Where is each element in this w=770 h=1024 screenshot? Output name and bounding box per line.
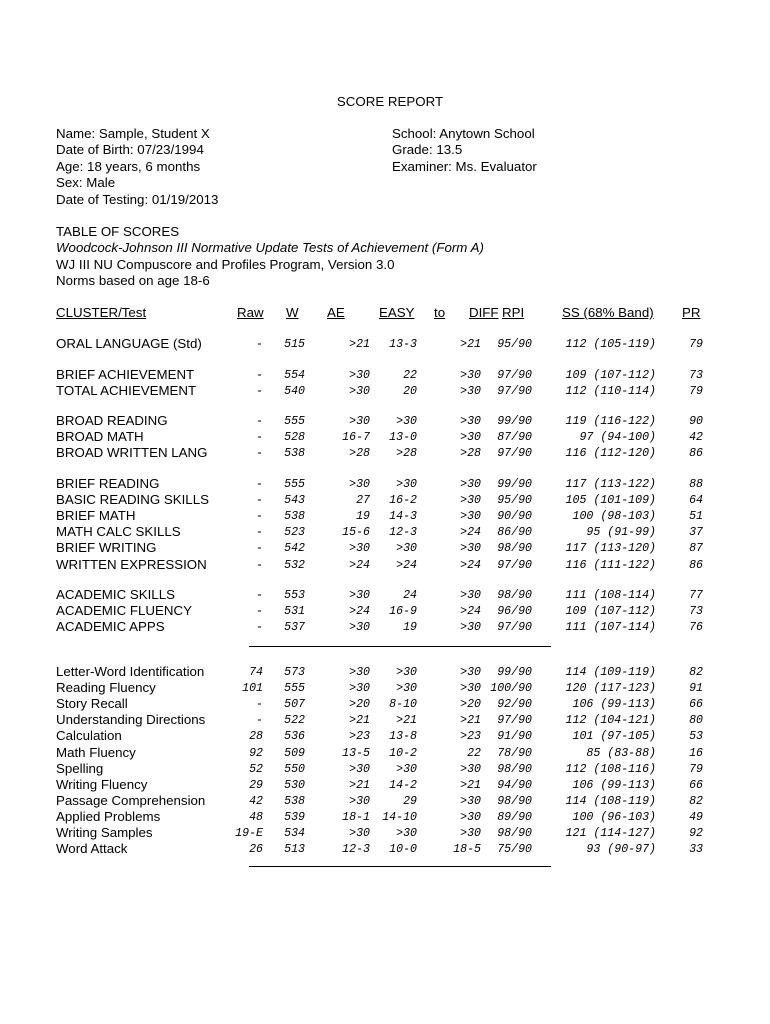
- header-ss: SS (68% Band): [562, 305, 654, 320]
- cell-w: 509: [284, 746, 305, 760]
- cell-ss: 105 (101-109): [565, 494, 656, 508]
- cell-diff: >30: [460, 542, 481, 556]
- cell-ae: >30: [349, 542, 370, 556]
- cell-w: 542: [284, 542, 305, 556]
- cell-easy: >30: [396, 666, 417, 679]
- header-rpi: RPI: [502, 305, 525, 320]
- row-label: Math Fluency: [56, 744, 136, 760]
- header-easy: EASY: [379, 305, 415, 320]
- cell-w: 539: [284, 810, 305, 824]
- section-divider: [249, 646, 551, 647]
- cell-rpi: 98/90: [497, 762, 532, 776]
- student-sex: Sex: Male: [56, 175, 116, 191]
- cell-pr: 82: [689, 666, 703, 679]
- cell-diff: >24: [460, 558, 481, 572]
- row-label: BASIC READING SKILLS: [56, 492, 209, 508]
- cell-diff: >30: [460, 621, 481, 635]
- cell-diff: >30: [460, 666, 481, 679]
- cell-w: 573: [284, 666, 305, 679]
- cell-w: 531: [284, 605, 305, 619]
- cell-easy: 14-2: [389, 778, 417, 792]
- program-name: WJ III NU Compuscore and Profiles Program, Version 3.0: [56, 256, 395, 272]
- cell-ss: 117 (113-122): [565, 478, 656, 491]
- row-label: BROAD READING: [56, 413, 168, 428]
- cell-w: 555: [284, 415, 305, 428]
- cell-ss: 112 (110-114): [565, 385, 656, 399]
- cell-ae: >23: [349, 730, 370, 744]
- cell-ae: >30: [349, 827, 370, 840]
- cell-pr: 86: [689, 447, 703, 461]
- student-dob: Date of Birth: 07/23/1994: [56, 142, 204, 158]
- cell-rpi: 97/90: [497, 447, 532, 461]
- cell-ss: 106 (99-113): [572, 698, 656, 712]
- cell-ss: 111 (107-114): [565, 621, 656, 635]
- cell-rpi: 97/90: [497, 369, 532, 382]
- cell-pr: 76: [689, 621, 703, 635]
- row-label: ORAL LANGUAGE (Std): [56, 336, 202, 351]
- table-heading: TABLE OF SCORES: [56, 224, 180, 239]
- cell-diff: >21: [460, 338, 481, 351]
- cell-ae: 19: [356, 510, 370, 524]
- cell-easy: 14-3: [389, 510, 417, 524]
- row-label: Reading Fluency: [56, 680, 156, 696]
- row-label: Calculation: [56, 728, 122, 744]
- cell-diff: >28: [460, 447, 481, 461]
- cell-raw: 48: [249, 810, 263, 824]
- student-age: Age: 18 years, 6 months: [56, 158, 201, 174]
- cell-diff: >30: [460, 494, 481, 508]
- cell-w: 538: [284, 510, 305, 524]
- cell-ss: 116 (111-122): [565, 558, 656, 572]
- cell-diff: >30: [460, 369, 481, 382]
- header-pr: PR: [682, 305, 701, 320]
- cell-raw: -: [256, 589, 263, 602]
- testing-date: Date of Testing: 01/19/2013: [56, 191, 219, 207]
- cell-easy: 10-0: [389, 843, 417, 857]
- cell-raw: 74: [249, 666, 263, 679]
- cell-rpi: 99/90: [497, 415, 532, 428]
- row-label: Spelling: [56, 760, 104, 776]
- row-label: MATH CALC SKILLS: [56, 524, 181, 540]
- cell-raw: -: [256, 714, 263, 728]
- report-title: SCORE REPORT: [336, 94, 444, 109]
- cell-rpi: 98/90: [497, 589, 532, 602]
- test-name: Woodcock-Johnson III Normative Update Tests of Achievement (Form A): [56, 240, 484, 256]
- cell-ss: 97 (94-100): [579, 431, 656, 445]
- table-info: [56, 224, 484, 290]
- row-label: BRIEF WRITING: [56, 540, 157, 556]
- cell-pr: 64: [689, 494, 703, 508]
- cell-pr: 80: [689, 714, 703, 728]
- cell-ae: >24: [349, 605, 370, 619]
- cell-ae: 16-7: [342, 431, 370, 445]
- cell-ss: 106 (99-113): [572, 778, 656, 792]
- cell-raw: -: [256, 385, 263, 399]
- norms-basis: Norms based on age 18-6: [56, 273, 210, 289]
- cell-w: 537: [284, 621, 305, 635]
- cell-easy: 8-10: [389, 698, 417, 712]
- cell-rpi: 99/90: [497, 666, 532, 679]
- cell-ae: >30: [349, 589, 370, 602]
- cell-ae: >21: [349, 714, 370, 728]
- cell-raw: 28: [249, 730, 263, 744]
- cell-ss: 100 (98-103): [572, 510, 656, 524]
- cell-ae: >21: [349, 778, 370, 792]
- cell-rpi: 96/90: [497, 605, 532, 619]
- cell-rpi: 97/90: [497, 385, 532, 399]
- row-label: Word Attack: [56, 841, 128, 857]
- cell-raw: -: [256, 338, 263, 351]
- cell-diff: >30: [460, 762, 481, 776]
- cell-raw: -: [256, 494, 263, 508]
- cell-pr: 77: [689, 589, 703, 602]
- cell-ae: 13-5: [342, 746, 370, 760]
- row-label: BROAD WRITTEN LANG: [56, 445, 208, 461]
- cell-easy: 19: [403, 621, 417, 635]
- cell-ae: >20: [349, 698, 370, 712]
- cell-rpi: 97/90: [497, 714, 532, 728]
- cell-w: 522: [284, 714, 305, 728]
- cell-raw: -: [256, 415, 263, 428]
- cell-w: 536: [284, 730, 305, 744]
- cell-rpi: 75/90: [497, 843, 532, 857]
- cell-w: 543: [284, 494, 305, 508]
- cell-easy: >28: [396, 447, 417, 461]
- cell-ss: 121 (114-127): [565, 827, 656, 840]
- row-label: Understanding Directions: [56, 712, 206, 728]
- cell-raw: 101: [242, 682, 263, 696]
- cell-ae: >24: [349, 558, 370, 572]
- cell-easy: >30: [396, 542, 417, 556]
- cell-ae: 15-6: [342, 526, 370, 540]
- cell-easy: 29: [403, 794, 417, 808]
- cell-pr: 79: [689, 338, 703, 351]
- examiner: Examiner: Ms. Evaluator: [392, 158, 537, 174]
- cell-w: 534: [284, 827, 305, 840]
- cell-pr: 92: [689, 827, 703, 840]
- cell-diff: >30: [460, 827, 481, 840]
- cell-pr: 86: [689, 558, 703, 572]
- cell-diff: >30: [460, 431, 481, 445]
- cell-w: 540: [284, 385, 305, 399]
- cell-raw: -: [256, 478, 263, 491]
- cell-rpi: 92/90: [497, 698, 532, 712]
- cell-ss: 111 (108-114): [565, 589, 656, 602]
- cell-ss: 109 (107-112): [565, 605, 656, 619]
- cell-easy: 10-2: [389, 746, 417, 760]
- school: School: Anytown School: [392, 126, 535, 141]
- cell-w: 554: [284, 369, 305, 382]
- cell-diff: >30: [460, 794, 481, 808]
- cell-rpi: 98/90: [497, 827, 532, 840]
- cell-w: 513: [284, 843, 305, 857]
- row-label: Applied Problems: [56, 808, 161, 824]
- cell-easy: >30: [396, 478, 417, 491]
- cell-ae: >30: [349, 762, 370, 776]
- cell-ae: >30: [349, 415, 370, 428]
- cell-rpi: 97/90: [497, 621, 532, 635]
- cell-rpi: 95/90: [497, 494, 532, 508]
- cell-diff: 22: [467, 746, 481, 760]
- cell-rpi: 98/90: [497, 794, 532, 808]
- cell-easy: >21: [396, 714, 417, 728]
- cell-raw: -: [256, 447, 263, 461]
- grade: Grade: 13.5: [392, 142, 463, 158]
- cell-ss: 117 (113-120): [565, 542, 656, 556]
- cell-rpi: 90/90: [497, 510, 532, 524]
- cell-ae: >28: [349, 447, 370, 461]
- header-to: to: [434, 305, 446, 320]
- header-diff: DIFF: [469, 305, 499, 320]
- cell-rpi: 86/90: [497, 526, 532, 540]
- cell-easy: 13-0: [389, 431, 417, 445]
- cell-ss: 85 (83-88): [586, 746, 656, 760]
- header-raw: Raw: [237, 305, 264, 320]
- cell-rpi: 89/90: [497, 810, 532, 824]
- header-cluster: CLUSTER/Test: [56, 305, 147, 320]
- cell-ss: 119 (116-122): [565, 415, 656, 428]
- cell-raw: 19-E: [235, 827, 263, 840]
- cell-diff: >20: [460, 698, 481, 712]
- student-info-left: [56, 126, 218, 208]
- cell-pr: 90: [689, 415, 703, 428]
- cell-diff: >30: [460, 415, 481, 428]
- cell-pr: 37: [689, 526, 703, 540]
- cell-raw: -: [256, 698, 263, 712]
- cell-easy: 14-10: [382, 810, 417, 824]
- cell-w: 523: [284, 526, 305, 540]
- cell-rpi: 91/90: [497, 730, 532, 744]
- cell-easy: 12-3: [389, 526, 417, 540]
- cell-ss: 109 (107-112): [565, 369, 656, 382]
- cell-rpi: 97/90: [497, 558, 532, 572]
- table-end-divider: [249, 866, 551, 867]
- cell-ss: 114 (109-119): [565, 666, 656, 679]
- cell-rpi: 95/90: [497, 338, 532, 351]
- cell-easy: >30: [396, 827, 417, 840]
- cell-easy: 22: [403, 369, 417, 382]
- cell-pr: 82: [689, 794, 703, 808]
- cell-diff: >30: [460, 478, 481, 491]
- cell-rpi: 87/90: [497, 431, 532, 445]
- header-w: W: [286, 305, 299, 320]
- cell-raw: 26: [249, 843, 263, 857]
- row-label: Writing Samples: [56, 825, 153, 840]
- cell-w: 538: [284, 447, 305, 461]
- cell-pr: 49: [689, 810, 703, 824]
- row-label: Letter-Word Identification: [56, 664, 205, 679]
- cell-w: 507: [284, 698, 305, 712]
- cell-pr: 66: [689, 698, 703, 712]
- cell-ss: 114 (108-119): [565, 794, 656, 808]
- cell-easy: 13-8: [389, 730, 417, 744]
- cell-ss: 101 (97-105): [572, 730, 656, 744]
- row-label: BRIEF ACHIEVEMENT: [56, 367, 195, 382]
- cell-diff: >23: [460, 730, 481, 744]
- row-label: BRIEF READING: [56, 476, 160, 491]
- cell-raw: 52: [249, 762, 263, 776]
- cell-pr: 53: [689, 730, 703, 744]
- cell-pr: 51: [689, 510, 703, 524]
- cell-pr: 88: [689, 478, 703, 491]
- cell-raw: 92: [249, 746, 263, 760]
- cell-easy: 16-2: [389, 494, 417, 508]
- cell-diff: >30: [460, 810, 481, 824]
- student-info-right: [392, 126, 537, 175]
- cell-w: 550: [284, 762, 305, 776]
- cell-ae: >30: [349, 666, 370, 679]
- cell-raw: 42: [249, 794, 263, 808]
- cell-pr: 79: [689, 385, 703, 399]
- row-label: ACADEMIC APPS: [56, 619, 165, 635]
- cell-raw: -: [256, 510, 263, 524]
- row-label: WRITTEN EXPRESSION: [56, 556, 207, 572]
- cell-w: 532: [284, 558, 305, 572]
- cell-diff: >30: [460, 682, 481, 696]
- cell-easy: 24: [403, 589, 417, 602]
- cell-pr: 73: [689, 605, 703, 619]
- row-label: ACADEMIC SKILLS: [56, 587, 175, 602]
- cell-diff: >24: [460, 526, 481, 540]
- cell-ss: 100 (96-103): [572, 810, 656, 824]
- cell-w: 528: [284, 431, 305, 445]
- cell-raw: -: [256, 542, 263, 556]
- cell-raw: -: [256, 621, 263, 635]
- cell-ae: 12-3: [342, 843, 370, 857]
- student-name: Name: Sample, Student X: [56, 126, 210, 141]
- cell-raw: 29: [249, 778, 263, 792]
- cell-raw: -: [256, 558, 263, 572]
- cell-rpi: 98/90: [497, 542, 532, 556]
- cell-diff: >30: [460, 510, 481, 524]
- cell-easy: >30: [396, 682, 417, 696]
- cell-w: 555: [284, 682, 305, 696]
- cell-pr: 16: [689, 746, 703, 760]
- cell-pr: 87: [689, 542, 703, 556]
- cell-easy: 16-9: [389, 605, 417, 619]
- cell-ae: >30: [349, 682, 370, 696]
- row-label: BRIEF MATH: [56, 508, 136, 524]
- cell-ae: >30: [349, 385, 370, 399]
- row-label: TOTAL ACHIEVEMENT: [56, 383, 197, 399]
- cell-pr: 33: [689, 843, 703, 857]
- cell-rpi: 78/90: [497, 746, 532, 760]
- cell-diff: 18-5: [453, 843, 481, 857]
- cell-ss: 112 (105-119): [565, 338, 656, 351]
- cell-raw: -: [256, 526, 263, 540]
- cell-easy: >30: [396, 415, 417, 428]
- cell-ae: >30: [349, 369, 370, 382]
- cell-diff: >30: [460, 385, 481, 399]
- cell-raw: -: [256, 431, 263, 445]
- cell-easy: >24: [396, 558, 417, 572]
- row-label: Story Recall: [56, 696, 128, 712]
- cell-ss: 112 (108-116): [565, 762, 656, 776]
- row-label: Writing Fluency: [56, 776, 148, 792]
- cell-ss: 120 (117-123): [565, 682, 656, 696]
- cell-ae: 18-1: [342, 810, 370, 824]
- cell-ss: 116 (112-120): [565, 447, 656, 461]
- cell-ae: >30: [349, 478, 370, 491]
- cell-ae: >30: [349, 794, 370, 808]
- cell-easy: >30: [396, 762, 417, 776]
- cell-pr: 79: [689, 762, 703, 776]
- cell-diff: >21: [460, 778, 481, 792]
- cell-pr: 42: [689, 431, 703, 445]
- header-ae: AE: [327, 305, 345, 320]
- cell-ae: >21: [349, 338, 370, 351]
- cell-pr: 91: [689, 682, 703, 696]
- cell-rpi: 94/90: [497, 778, 532, 792]
- cell-easy: 20: [403, 385, 417, 399]
- row-label: BROAD MATH: [56, 429, 144, 445]
- cell-w: 538: [284, 794, 305, 808]
- cell-easy: 13-3: [389, 338, 417, 351]
- cell-w: 553: [284, 589, 305, 602]
- cell-ss: 112 (104-121): [565, 714, 656, 728]
- row-label: Passage Comprehension: [56, 792, 206, 808]
- cell-ss: 95 (91-99): [586, 526, 656, 540]
- cell-ae: 27: [356, 494, 370, 508]
- row-label: ACADEMIC FLUENCY: [56, 603, 192, 619]
- cell-ae: >30: [349, 621, 370, 635]
- cell-diff: >21: [460, 714, 481, 728]
- cell-raw: -: [256, 369, 263, 382]
- cell-ss: 93 (90-97): [586, 843, 656, 857]
- cell-pr: 66: [689, 778, 703, 792]
- cell-w: 530: [284, 778, 305, 792]
- cell-w: 515: [284, 338, 305, 351]
- cell-rpi: 99/90: [497, 478, 532, 491]
- cell-diff: >30: [460, 589, 481, 602]
- cell-raw: -: [256, 605, 263, 619]
- cell-w: 555: [284, 478, 305, 491]
- cell-rpi: 100/90: [490, 682, 532, 696]
- cell-diff: >24: [460, 605, 481, 619]
- cell-pr: 73: [689, 369, 703, 382]
